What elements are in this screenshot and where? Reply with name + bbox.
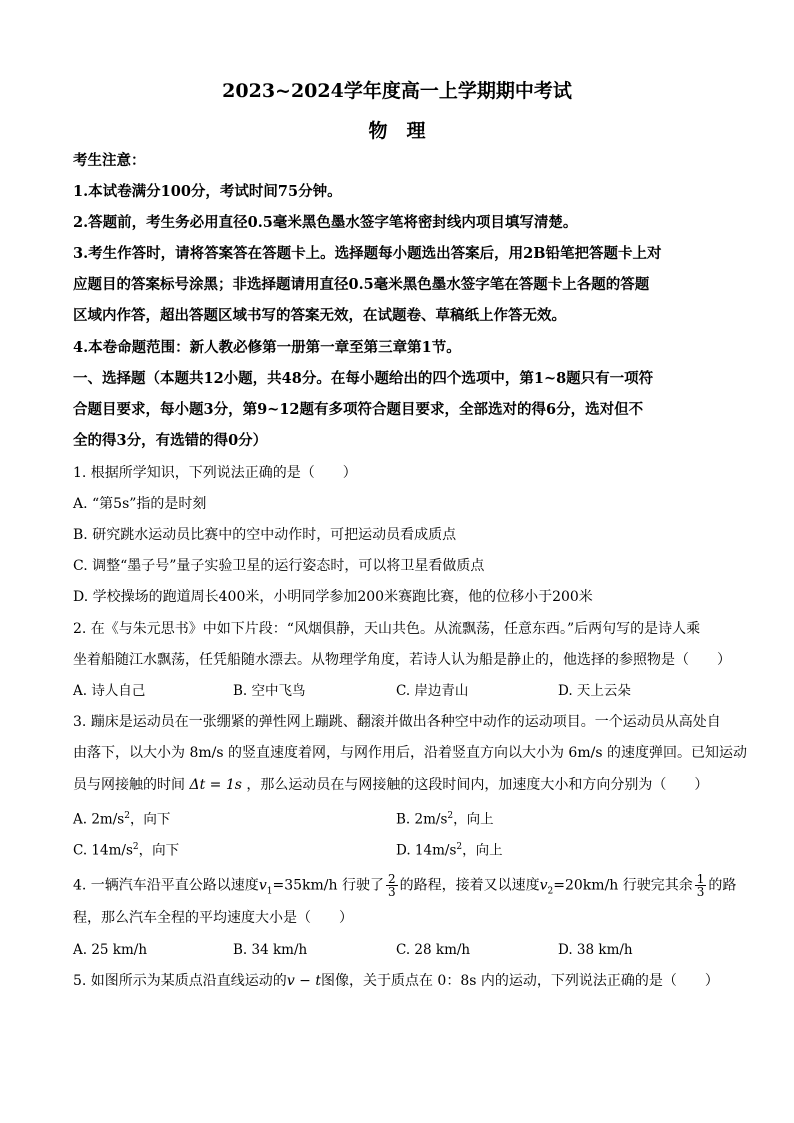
q4-v2-sub: 2 xyxy=(547,886,554,897)
q2-option-d: D. 天上云朵 xyxy=(558,683,631,699)
q4-v1: v xyxy=(258,877,267,894)
q5-text-2: 图像，关于质点在 0：8s 内的运动，下列说法正确的是（ ） xyxy=(320,973,719,989)
q3-option-d-exp: 2 xyxy=(456,842,463,852)
q3-stem-line-2: 由落下，以大小为 8m/s 的竖直速度着网，与网作用后，沿着竖直方向以大小为 6m/s 的速度弹回。已知运动 xyxy=(73,745,747,761)
q3-option-a-value: A. 2m/s xyxy=(73,811,125,828)
section-heading-line-2: 合题目要求，每小题3分，第9~12题有多项符合题目要求，全部选对的得6分，选对但不 xyxy=(73,401,644,418)
q2-option-b: B. 空中飞鸟 xyxy=(233,683,306,699)
q4-option-b: B. 34 km/h xyxy=(233,942,308,958)
q3-option-d-dir: ，向上 xyxy=(462,842,503,859)
q2-option-a: A. 诗人自己 xyxy=(73,683,146,699)
q4-text-1: 4. 一辆汽车沿平直公路以速度 xyxy=(73,877,259,894)
q1-stem: 1. 根据所学知识，下列说法正确的是（ ） xyxy=(73,465,357,481)
notes-heading: 考生注意： xyxy=(73,152,146,169)
section-heading-line-3: 全的得3分，有选错的得0分） xyxy=(73,432,268,449)
q4-text-4: =20km/h 行驶完其余 xyxy=(553,877,693,894)
q1-option-b: B. 研究跳水运动员比赛中的空中动作时，可把运动员看成质点 xyxy=(73,527,457,543)
q3-option-b-dir: ，向上 xyxy=(453,811,494,828)
q4-frac2-num: 1 xyxy=(696,872,705,886)
q3-option-a-exp: 2 xyxy=(124,811,130,821)
q2-stem-line-1: 2. 在《与朱元思书》中如下片段：“风烟俱静，天山共色。从流飘荡，任意东西。”后两句写的是诗人乘 xyxy=(73,621,701,637)
q4-fraction-two-thirds xyxy=(386,873,398,898)
q4-text-2: =35km/h 行驶了 xyxy=(272,877,384,894)
q1-option-a: A. “第5s”指的是时刻 xyxy=(73,496,207,512)
q4-option-d: D. 38 km/h xyxy=(558,942,633,958)
q4-frac2-den: 3 xyxy=(696,885,705,899)
q4-v1-sub: 1 xyxy=(266,886,273,897)
q4-v2: v xyxy=(539,877,548,894)
q5-text-1: 5. 如图所示为某质点沿直线运动的 xyxy=(73,973,287,989)
note-line-3: 3.考生作答时，请将答案答在答题卡上。选择题每小题选出答案后，用2B铅笔把答题卡上对 xyxy=(73,245,662,262)
q3-option-c-exp: 2 xyxy=(132,842,139,852)
q3-delta-t: Δt = 1s xyxy=(189,777,242,793)
q4-stem-line-1 xyxy=(73,873,736,899)
q4-option-a: A. 25 km/h xyxy=(73,942,148,958)
q5-stem xyxy=(73,973,719,989)
subject-title: 物 理 xyxy=(368,120,426,142)
note-line-5: 区域内作答，超出答题区域书写的答案无效，在试题卷、草稿纸上作答无效。 xyxy=(73,307,566,324)
q1-option-c: C. 调整“墨子号”量子实验卫星的运行姿态时，可以将卫星看做质点 xyxy=(73,558,485,574)
q3-option-c-dir: ，向下 xyxy=(138,842,180,859)
q3-stem-text-a: 员与网接触的时间 xyxy=(73,777,185,793)
q4-option-c: C. 28 km/h xyxy=(396,942,471,958)
q2-stem-line-2: 坐着船随江水飘荡，任凭船随水漂去。从物理学角度，若诗人认为船是静止的，他选择的参照物是（ ） xyxy=(73,652,731,668)
note-line-1: 1.本试卷满分100分，考试时间75分钟。 xyxy=(73,183,342,200)
q3-stem-line-1: 3. 蹦床是运动员在一张绷紧的弹性网上蹦跳、翻滚并做出各种空中动作的运动项目。一个运动员从高处自 xyxy=(73,714,721,730)
section-heading-line-1: 一、选择题（本题共12小题，共48分。在每小题给出的四个选项中，第1~8题只有一项符 xyxy=(73,370,654,387)
q3-option-b-value: B. 2m/s xyxy=(396,811,448,828)
q4-text-5: 的路 xyxy=(708,877,737,894)
q3-option-a xyxy=(73,808,170,828)
note-line-6: 4.本卷命题范围：新人教必修第一册第一章至第三章第1节。 xyxy=(73,339,461,356)
q3-stem-line-3 xyxy=(73,777,708,793)
q3-option-a-dir: ，向下 xyxy=(129,811,171,828)
q4-stem-line-2: 程，那么汽车全程的平均速度大小是（ ） xyxy=(73,910,353,926)
q3-option-b-exp: 2 xyxy=(447,811,454,821)
q4-frac1-num: 2 xyxy=(387,872,396,886)
q3-option-c-value: C. 14m/s xyxy=(73,842,133,859)
q4-fraction-one-third xyxy=(695,873,707,898)
q3-stem-text-b: ，那么运动员在与网接触的这段时间内，加速度大小和方向分别为（ ） xyxy=(246,777,709,793)
q4-frac1-den: 3 xyxy=(387,885,396,899)
q1-option-d: D. 学校操场的跑道周长400米，小明同学参加200米赛跑比赛，他的位移小于200米 xyxy=(73,589,593,605)
note-line-4: 应题目的答案标号涂黑；非选择题请用直径0.5毫米黑色墨水签字笔在答题卡上各题的答题 xyxy=(73,276,650,293)
q3-option-d-value: D. 14m/s xyxy=(396,842,457,859)
q5-vt: v − t xyxy=(286,973,321,989)
q3-option-c xyxy=(73,839,179,859)
q2-option-c: C. 岸边青山 xyxy=(396,683,469,699)
exam-title: 2023~2024学年度高一上学期期中考试 xyxy=(222,80,572,102)
note-line-2: 2.答题前，考生务必用直径0.5毫米黑色墨水签字笔将密封线内项目填写清楚。 xyxy=(73,214,578,231)
q3-option-d xyxy=(396,839,503,859)
q3-option-b xyxy=(396,808,494,828)
q4-text-3: 的路程，接着又以速度 xyxy=(399,877,540,894)
